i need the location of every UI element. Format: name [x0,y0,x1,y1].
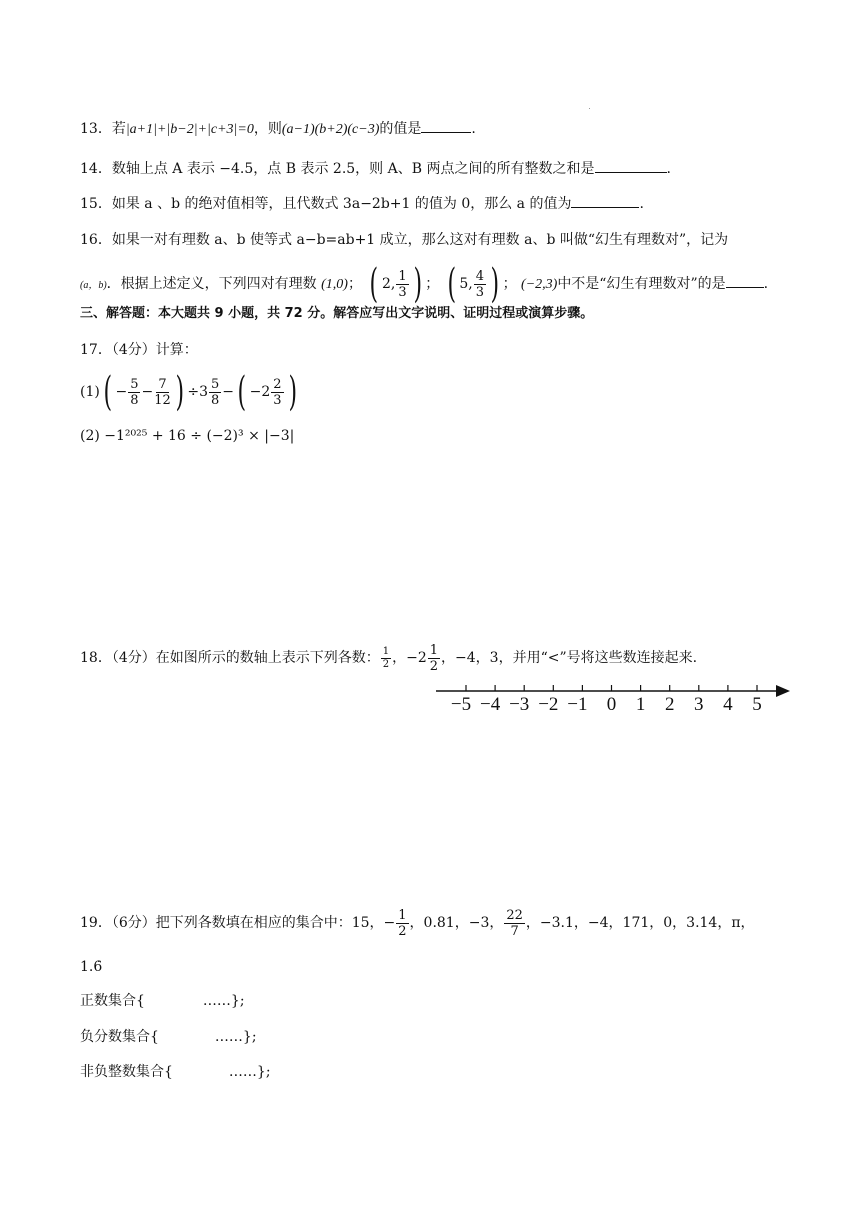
q16-pair-2-denominator: 3 [398,284,407,300]
q16-pair-2-right-paren: ) [413,261,422,307]
number-line-label: −5 [450,694,472,715]
q17-p1-fraction-d [271,378,283,407]
q17-part-1: (1) ( − $\frac{5}{8}$ − $\frac{7}{12}$ ) ÷3 $\frac{5}{8}$ − ( −2 $\frac{2}{3}$ ) [80,369,297,415]
q19-f1-numerator: 1 [398,907,407,923]
q13-prefix: 若 [111,121,126,137]
q17-p1-d-numerator: 2 [273,376,282,392]
q19-text-c: ，−3.1，−4，171，0，3.14，π， [525,915,755,931]
q14-text: 数轴上点 A 表示 −4.5，点 B 表示 2.5，则 A、B 两点之间的所有整数之和是 [111,161,595,177]
q16-pair-2-numerator: 1 [398,268,407,284]
number-line-label: 5 [752,694,762,715]
q13-answer-blank[interactable] [421,118,471,133]
number-line-label: 1 [635,694,646,715]
set-positive-tail: ……}; [202,993,245,1009]
stray-dot [589,108,590,109]
question-15 [80,193,644,215]
q17-part-2: (2) −1²⁰²⁵ + 16 ÷ (−2)³ × |−3| [80,428,295,444]
q16-pair-3-fraction [474,270,486,299]
q13-number: 13． [80,121,112,137]
number-line-arrow-icon [776,685,790,697]
question-19 [80,903,755,943]
number-line-label: −1 [567,694,588,715]
q16-tail: 中不是“幻生有理数对”的是 [557,276,726,292]
q17-p1-b-denominator: 12 [154,392,171,408]
q18-text-a: 18．（4分）在如图所示的数轴上表示下列各数： [80,650,380,666]
q17-p1-a-denominator: 8 [130,392,139,408]
number-line-label: −4 [479,694,501,715]
set-negative-fraction [80,1026,257,1048]
number-line-ticks [466,685,757,691]
q16-end: . [763,276,769,292]
q17-p1-fraction-c [209,378,221,407]
q13-end: . [471,121,476,137]
number-line-label: −2 [538,694,559,715]
q14-end: . [666,161,671,177]
q16-mid: ．根据上述定义，下列四对有理数 [106,276,317,292]
q14-answer-blank[interactable] [595,158,667,173]
q18-text-b: ，−2 [392,650,427,666]
q14-number: 14． [80,161,112,177]
set-negative-fraction-label: 负分数集合{ [80,1029,159,1045]
q19-f2-denominator: 7 [510,923,519,939]
q17-p1-left-paren-2: ( [237,369,247,415]
q17-p1-right-paren-2: ) [288,369,297,415]
q16-pair-3-numerator: 4 [475,268,484,284]
q15-answer-blank[interactable] [571,193,639,208]
q16-pair-2-fraction [396,270,408,299]
section-3-heading: 三、解答题：本大题共 9 小题，共 72 分。解答应写出文字说明、证明过程或演算步骤。 [80,306,594,321]
q16-pair-3-right-paren: ) [490,261,500,307]
q19-f1-denominator: 2 [398,923,407,939]
q16-pair-3-denominator: 3 [475,284,484,300]
number-line-label: −3 [509,694,530,715]
q16-pair-2-left-paren: ( [369,261,379,307]
number-line-label: 0 [606,694,617,715]
question-13 [80,118,476,141]
q16-pair-4: (−2,3) [521,277,558,292]
set-positive-label: 正数集合{ [80,993,145,1009]
q18-half-numerator: 1 [382,645,390,657]
q17-p1-a-numerator: 5 [130,376,139,392]
set-nonnegative-integer-tail: ……}; [228,1064,271,1080]
q16-answer-blank[interactable] [726,273,764,288]
number-line-label: 4 [723,694,733,715]
q17-part-1-label: (1) [80,384,100,400]
q15-text: 如果 a 、b 的绝对值相等，且代数式 3a−2b+1 的值为 0，那么 a 的值为 [111,196,572,212]
set-positive [80,990,245,1012]
q19-fraction-2 [504,909,525,938]
q13-abs-expression: |a+1|+|b−2|+|c+3|=0 [125,122,254,137]
q15-number: 15． [80,196,112,212]
q16-pair-2-int: 2, [382,276,396,292]
set-nonnegative-integer-label: 非负整数集合{ [80,1064,173,1080]
q17-p1-d-denominator: 3 [273,392,282,408]
q19-line-2: 1.6̇ [80,959,103,975]
question-14 [80,158,671,180]
q17-p1-b-numerator: 7 [158,376,167,392]
q16-pair-3-left-paren: ( [447,261,456,307]
set-nonnegative-integer [80,1061,271,1083]
q17-p1-fraction-a [128,378,140,407]
q15-end: . [639,196,644,212]
q17-p1-left-paren: ( [103,369,112,415]
set-negative-fraction-tail: ……}; [214,1029,257,1045]
number-line-label: 2 [664,694,675,715]
q17-header: 17．（4分）计算： [80,342,198,358]
q13-mid: ，则 [253,121,282,137]
q17-p1-c-denominator: 8 [211,392,220,408]
q16-pair-ab: (a，b) [80,280,107,291]
q18-mixed-numerator: 1 [429,642,439,658]
q19-fraction-1 [396,909,408,938]
q16-text-line-1: 如果一对有理数 a、b 使等式 a−b=ab+1 成立，那么这对有理数 a、b 叫做“幻生有理数对”，记为 [111,232,729,248]
q17-p1-divide: ÷3 [187,384,208,400]
q16-number: 16． [80,232,112,248]
q18-mixed-fraction [428,644,440,673]
question-16-line-2: (a，b)．根据上述定义，下列四对有理数 (1,0)； ( 2, $\frac{1}{3}$ ) ； ( 5, $\frac{4}{3}$ ) ； (−2,3)中不是“幻生有理数对”的是 . [80,261,769,307]
q19-text-a: 19．（6分）把下列各数填在相应的集合中：15，− [80,915,396,931]
question-18 [80,643,697,673]
q17-p1-right-paren: ) [175,369,184,415]
q16-pair-3-int: 5, [459,276,473,292]
q19-f2-numerator: 22 [506,907,523,923]
q17-p1-fraction-b [154,378,171,407]
q16-pair-1: (1,0) [321,277,348,292]
q18-mixed-denominator: 2 [429,658,439,674]
q17-p1-neg2: −2 [249,384,271,400]
q17-p1-c-numerator: 5 [211,376,220,392]
q13-product-expression: (a−1)(b+2)(c−3) [281,122,380,137]
q16-separator: ； [347,276,362,292]
q18-half-fraction [381,647,391,670]
number-line-label: 3 [694,694,704,715]
q18-half-denominator: 2 [382,658,390,670]
q13-suffix: 的值是 [379,121,422,137]
q19-text-b: ，0.81，−3， [409,915,504,931]
question-16-line-1 [80,229,728,251]
q18-text-c: ，−4，3，并用“<”号将这些数连接起来. [441,650,698,666]
q17-p1-minus: − [141,384,154,400]
